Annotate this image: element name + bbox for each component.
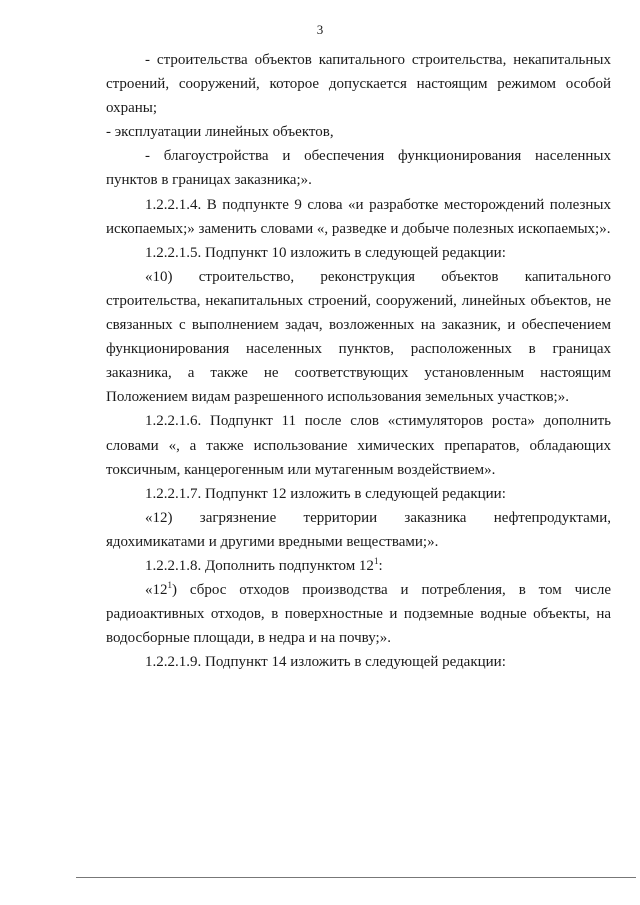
superscript-one: 1: [167, 580, 172, 591]
paragraph-1-2-2-1-7: 1.2.2.1.7. Подпункт 12 изложить в следующей редакции:: [145, 485, 506, 502]
bottom-rule: [76, 877, 636, 878]
paragraph-subitem-12-1: [106, 578, 611, 650]
paragraph-1-2-2-1-5: 1.2.2.1.5. Подпункт 10 изложить в следующей редакции:: [145, 244, 506, 261]
colon: :: [378, 557, 383, 574]
paragraph-1-2-2-1-8-text: 1.2.2.1.8. Дополнить подпунктом 12: [145, 557, 374, 574]
paragraph-1-2-2-1-4: 1.2.2.1.4. В подпункте 9 слова «и разработке месторождений полезных ископаемых;» заменить словами «, разведке и добыче полезных ископаемых;».: [106, 196, 611, 237]
subitem-12-1-text: ) сброс отходов производства и потребления, в том числе радиоактивных отходов, в поверхностные и подземные водные объекты, на водосборные площади, в недра и на почву;».: [106, 582, 611, 647]
superscript-one: 1: [373, 555, 379, 566]
paragraph-linear-objects: - эксплуатации линейных объектов,: [106, 124, 334, 141]
document-body: [106, 48, 611, 674]
paragraph-construction: - строительства объектов капитального строительства, некапитальных строений, сооружений, которое допускается настоящим режимом особой охраны;: [106, 52, 611, 117]
paragraph-1-2-2-1-6: 1.2.2.1.6. Подпункт 11 после слов «стимуляторов роста» дополнить словами «, а также использование химических препаратов, обладающих токсичным, канцерогенным или мутагенным воздействием».: [106, 413, 611, 478]
subitem-12-1-start: «12: [145, 582, 168, 599]
paragraph-subitem-10: «10) строительство, реконструкция объектов капитального строительства, некапитальных строений, сооружений, линейных объектов, не связанных с выполнением задач, возложенных на заказник, и обеспечением функционирования населенных пунктов, расположенных в границах заказника, а также не соответствующих установленным настоящим Положением видам разрешенного использования земельных участков;».: [106, 268, 611, 406]
paragraph-subitem-12: «12) загрязнение территории заказника нефтепродуктами, ядохимикатами и другими вредными веществами;».: [106, 509, 611, 550]
page-number: 3: [316, 22, 324, 37]
paragraph-1-2-2-1-9: 1.2.2.1.9. Подпункт 14 изложить в следующей редакции:: [145, 654, 506, 671]
paragraph-improvement: - благоустройства и обеспечения функционирования населенных пунктов в границах заказника;».: [106, 148, 611, 189]
paragraph-1-2-2-1-8: [106, 554, 611, 578]
